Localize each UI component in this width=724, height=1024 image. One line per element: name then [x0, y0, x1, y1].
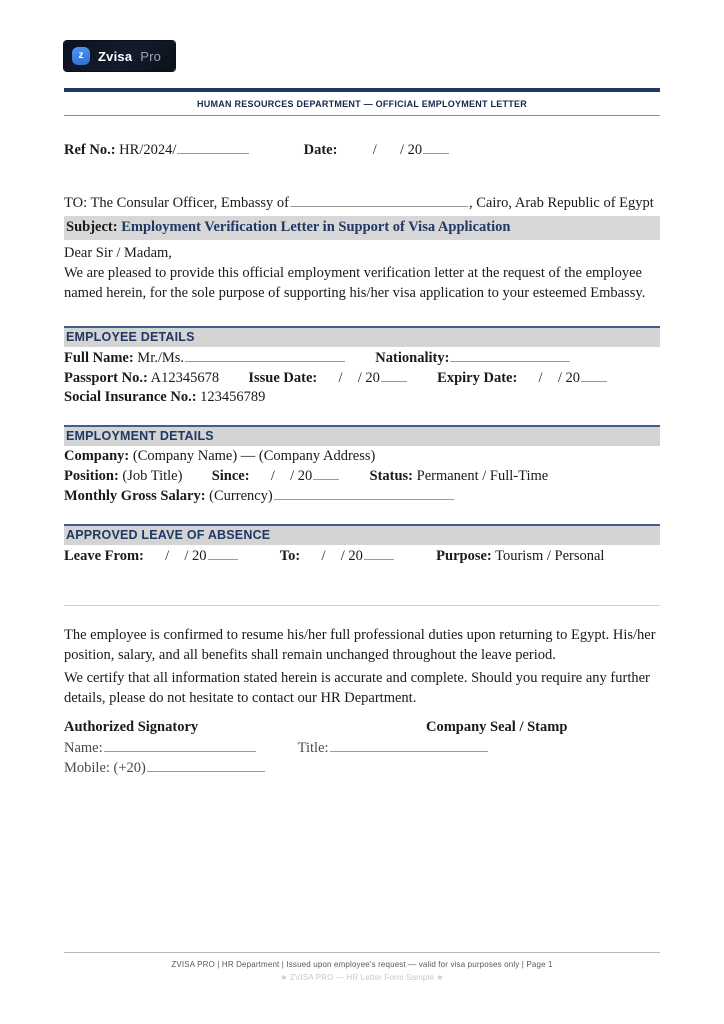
header-bottom-rule	[64, 115, 660, 116]
company-value: (Company Name) — (Company Address)	[132, 448, 376, 464]
section-employment-details	[64, 425, 660, 506]
mobile-label: Mobile:	[64, 760, 110, 776]
embassy-label: Embassy of	[220, 195, 289, 211]
since-label: Since:	[211, 468, 250, 484]
expiry-date-label: Expiry Date:	[437, 370, 518, 386]
letter-body-intro	[64, 193, 660, 303]
issue-date-slash-1: /	[338, 370, 343, 386]
social-insurance-row	[64, 388, 660, 407]
full-name-blank[interactable]	[185, 348, 345, 362]
reference-line	[64, 140, 660, 159]
footer-watermark	[64, 969, 660, 982]
star-left-icon: ★	[280, 973, 288, 982]
leave-section-body	[64, 545, 660, 566]
passport-value: A12345678	[150, 370, 220, 386]
zvisa-mark-icon	[72, 47, 90, 65]
passport-row	[64, 368, 660, 388]
purpose-label: Purpose:	[436, 548, 492, 564]
expiry-date-year-blank[interactable]	[581, 368, 607, 382]
position-label: Position:	[64, 468, 119, 484]
issue-date-label: Issue Date:	[248, 370, 318, 386]
company-row	[64, 447, 660, 466]
since-slash-1: /	[270, 468, 275, 484]
leave-to-label: To:	[279, 548, 301, 564]
date-year-blank[interactable]	[423, 140, 449, 154]
purpose-value: Tourism / Personal	[495, 548, 605, 564]
brand-mark-letter: z	[78, 50, 84, 61]
employment-section-body	[64, 446, 660, 506]
footer-main-text: ZVISA PRO | HR Department | Issued upon employee's request — valid for visa purposes only | Page 1	[171, 960, 553, 969]
salutation: Dear Sir / Madam,	[64, 245, 172, 261]
expiry-date-slash-2: / 20	[557, 370, 580, 386]
nationality-blank[interactable]	[450, 348, 570, 362]
leave-to-slash-2: / 20	[340, 548, 363, 564]
full-name-value: Mr./Ms.	[137, 350, 185, 366]
company-label: Company:	[64, 448, 130, 464]
nationality-label: Nationality:	[375, 350, 450, 366]
date-slash-2: / 20	[399, 142, 423, 158]
leave-dates-row	[64, 546, 660, 566]
salary-label: Monthly Gross Salary:	[64, 488, 206, 504]
signatory-column	[64, 718, 404, 737]
date-slash-1: /	[372, 142, 377, 158]
closing-block	[64, 605, 660, 778]
salary-row	[64, 486, 660, 506]
passport-label: Passport No.:	[64, 370, 148, 386]
brand-logo	[64, 41, 175, 71]
mobile-blank[interactable]	[147, 758, 265, 772]
authorized-signatory-title: Authorized Signatory	[64, 719, 199, 735]
leave-from-year-blank[interactable]	[208, 546, 238, 560]
leave-from-slash-2: / 20	[184, 548, 207, 564]
employee-section-heading: EMPLOYEE DETAILS	[64, 328, 660, 347]
section-leave-of-absence	[64, 524, 660, 566]
recipient-suffix: , Cairo, Arab Republic of Egypt	[468, 195, 654, 211]
brand-name: Zvisa	[98, 48, 133, 64]
employee-section-body	[64, 347, 660, 407]
since-year-blank[interactable]	[313, 466, 339, 480]
social-insurance-value: 123456789	[200, 389, 266, 405]
signature-row	[64, 708, 660, 737]
leave-to-slash-1: /	[321, 548, 326, 564]
recipient-line	[64, 193, 660, 213]
title-label: Title:	[297, 740, 329, 756]
subject-row	[64, 216, 660, 240]
mobile-row	[64, 758, 660, 778]
leave-from-slash-1: /	[165, 548, 170, 564]
name-label: Name:	[64, 740, 103, 756]
company-seal-title: Company Seal / Stamp	[426, 719, 568, 735]
header-title: HUMAN RESOURCES DEPARTMENT — OFFICIAL EMPLOYMENT LETTER	[197, 99, 527, 109]
subject-label: Subject:	[66, 219, 118, 235]
title-blank[interactable]	[330, 738, 488, 752]
mobile-prefix: (+20)	[113, 760, 146, 776]
section-employee-details	[64, 326, 660, 407]
issue-date-year-blank[interactable]	[381, 368, 407, 382]
leave-section-heading: APPROVED LEAVE OF ABSENCE	[64, 526, 660, 545]
seal-column	[404, 718, 660, 737]
intro-paragraph: We are pleased to provide this official employment verification letter at the request of the employee named herein, for the sole purpose of supporting his/her visa application to your esteemed Embassy.	[64, 265, 646, 301]
expiry-date-slash-1: /	[538, 370, 543, 386]
leave-from-label: Leave From:	[64, 548, 144, 564]
position-row	[64, 466, 660, 486]
status-label: Status:	[369, 468, 414, 484]
date-label: Date:	[303, 142, 338, 158]
name-title-row	[64, 738, 660, 758]
consular-officer: The Consular Officer,	[90, 195, 218, 211]
footer-watermark-text: ZVISA PRO — HR Letter Form Sample	[289, 973, 435, 982]
embassy-blank[interactable]	[290, 193, 468, 207]
signature-fields	[64, 737, 660, 778]
issue-date-slash-2: / 20	[357, 370, 380, 386]
brand-badge	[64, 41, 175, 71]
employment-section-heading: EMPLOYMENT DETAILS	[64, 427, 660, 446]
document-footer	[64, 952, 660, 982]
full-name-row	[64, 348, 660, 368]
salary-blank[interactable]	[274, 486, 454, 500]
closing-paragraph-1: The employee is confirmed to resume his/her full professional duties upon returning to Egypt. His/her position, salary, and all benefits shall remain unchanged throughout the leave period.	[64, 627, 656, 663]
position-value: (Job Title)	[122, 468, 183, 484]
brand-suffix: Pro	[140, 48, 162, 64]
star-right-icon: ★	[436, 973, 444, 982]
document-header	[64, 88, 660, 116]
full-name-label: Full Name:	[64, 350, 134, 366]
status-value: Permanent / Full-Time	[416, 468, 549, 484]
to-label: TO:	[64, 195, 88, 211]
ref-no-value: HR/2024/	[119, 142, 177, 158]
closing-paragraph-2: We certify that all information stated herein is accurate and complete. Should you require any further details, please do not hesitate to contact our HR Department.	[64, 670, 650, 706]
salary-value: (Currency)	[209, 488, 273, 504]
subject-value: Employment Verification Letter in Support of Visa Application	[121, 219, 511, 235]
since-slash-2: / 20	[290, 468, 313, 484]
leave-to-year-blank[interactable]	[364, 546, 394, 560]
ref-no-blank[interactable]	[177, 140, 249, 154]
ref-no-label: Ref No.:	[64, 142, 116, 158]
social-insurance-label: Social Insurance No.:	[64, 389, 197, 405]
name-blank[interactable]	[104, 738, 256, 752]
